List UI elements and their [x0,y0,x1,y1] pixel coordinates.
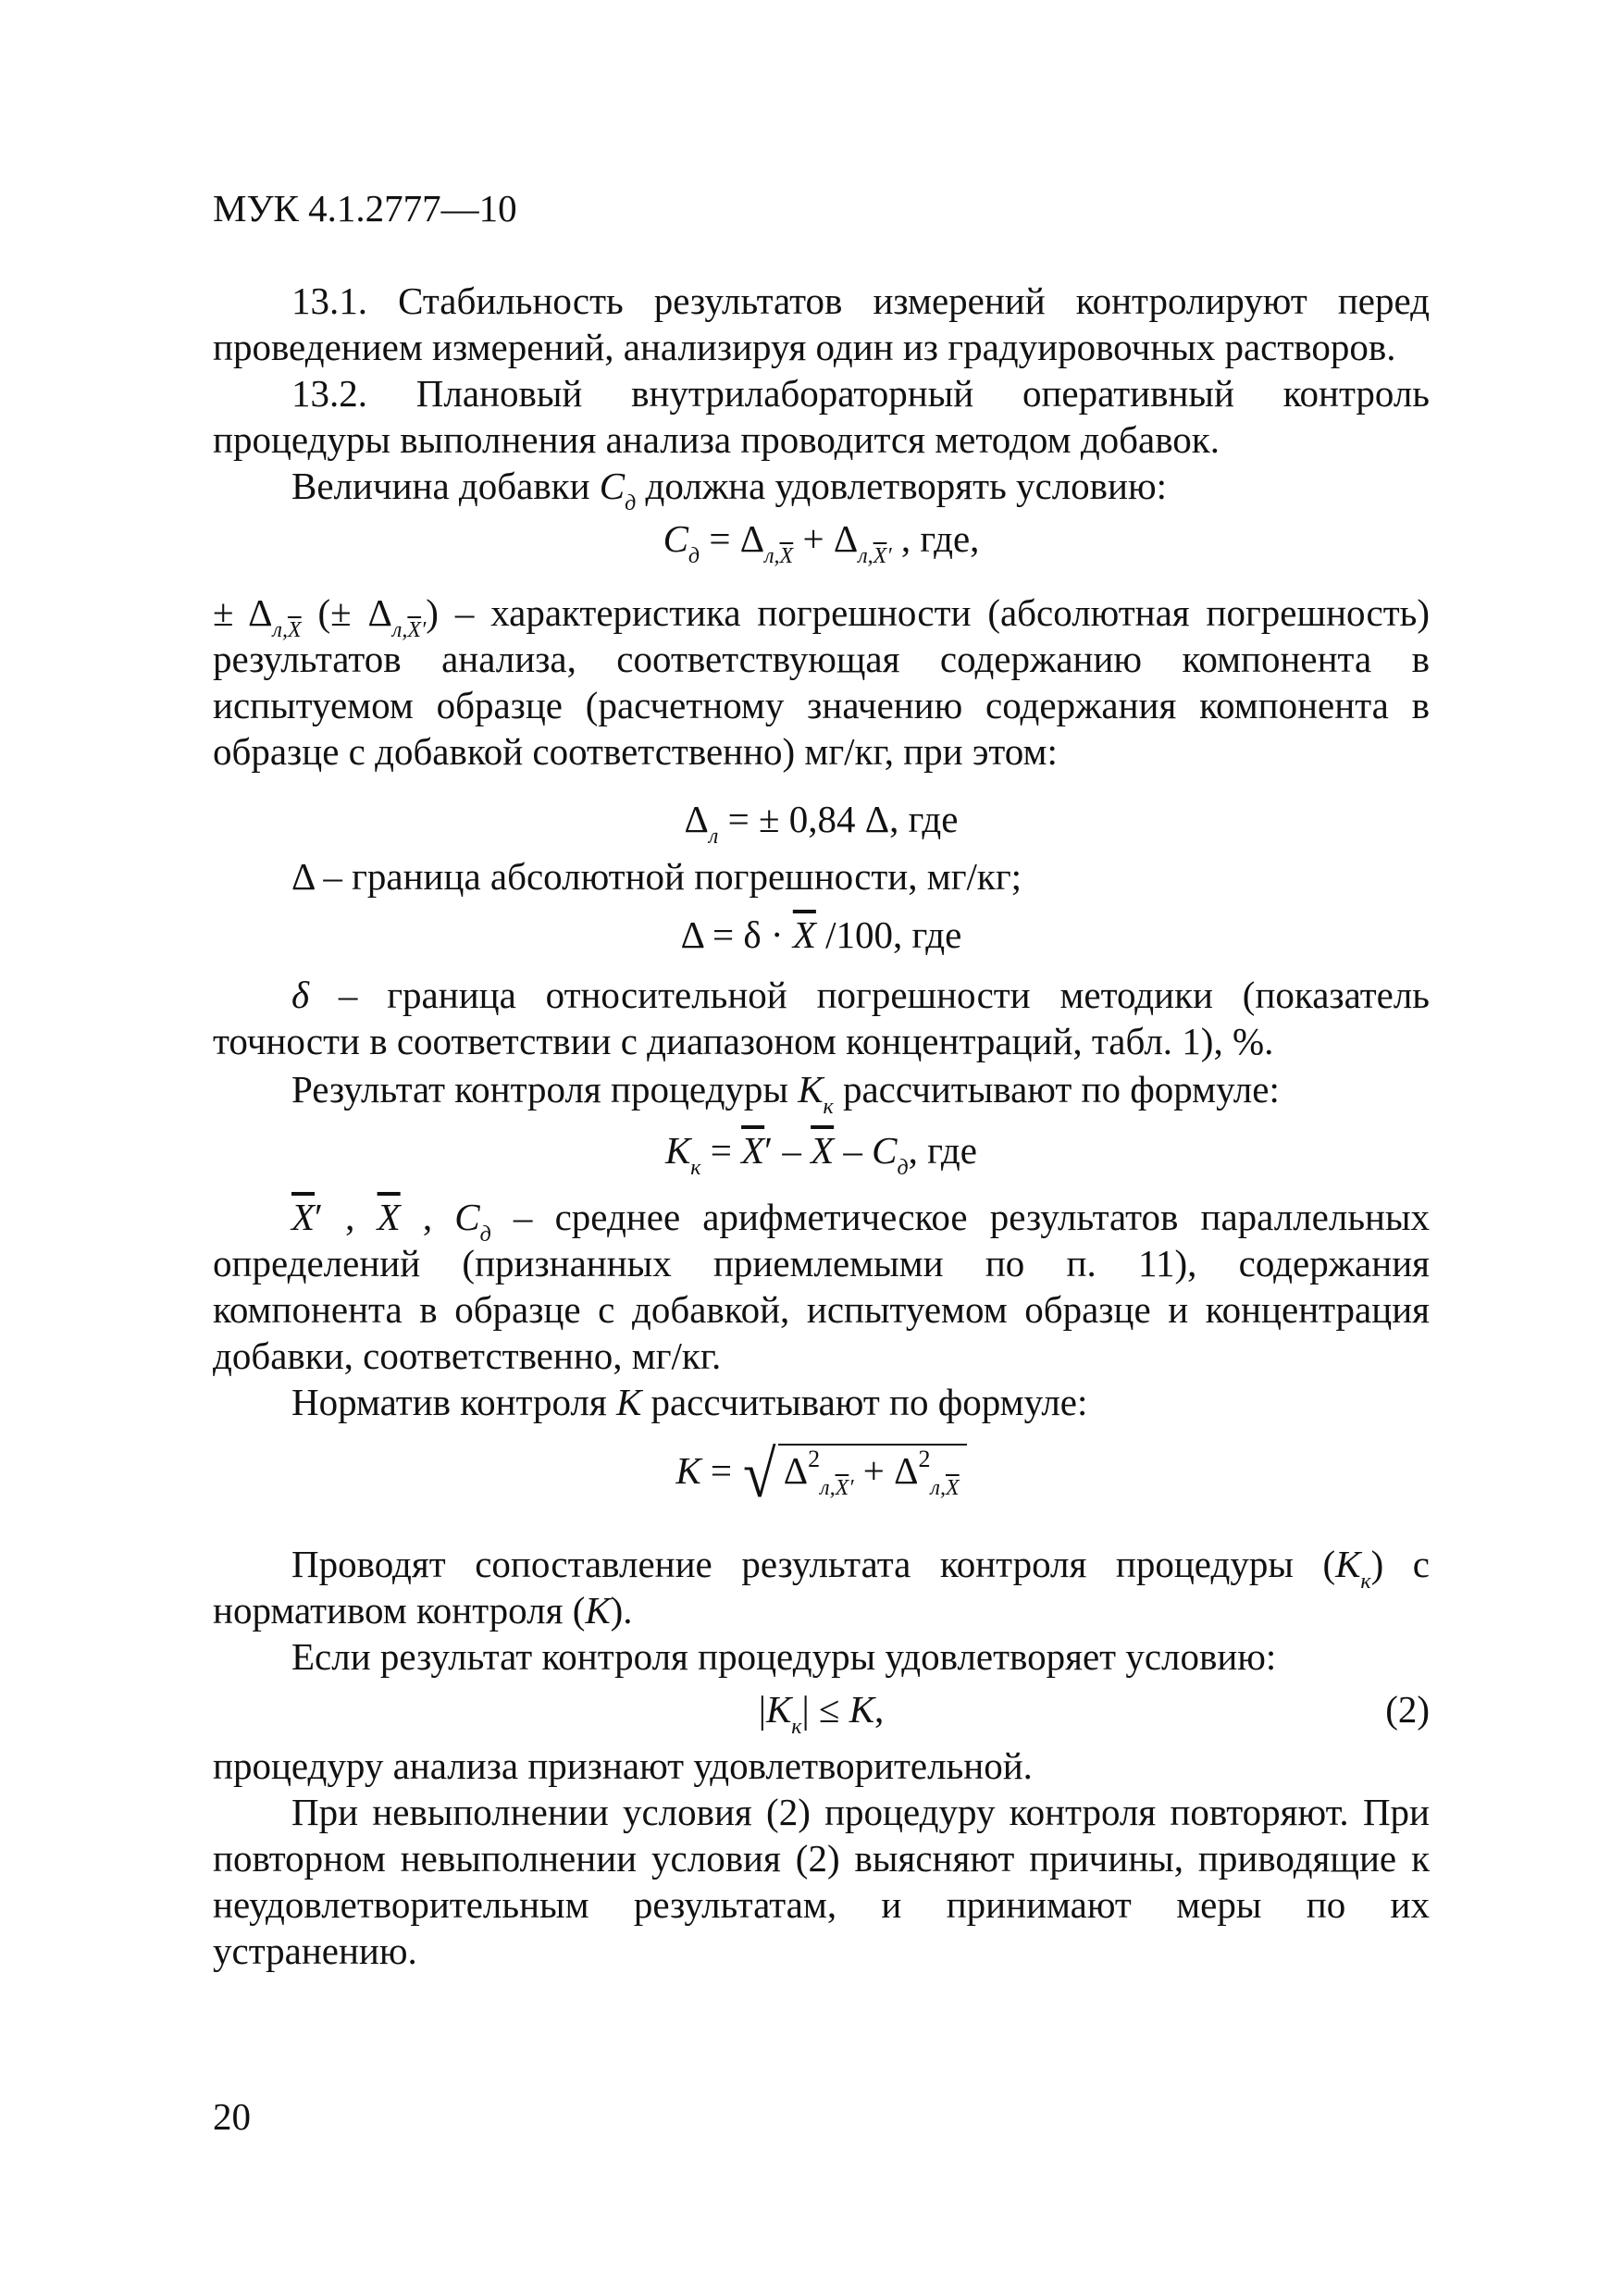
paragraph-addition-value: Величина добавки $С_д$ должна удовлетворять условию: [291,465,1167,515]
formula-control-norm: К = √ $\Delta^2_{л,\overline{X}'} + \Delta^2_{л,\overline{X}}$ [213,1444,1430,1502]
formula-delta-l: $\Delta_л$ = ± 0,84 Δ, где [684,798,959,849]
paragraph-repeat-control: При невыполнении условия (2) процедуру контроля повторяют. При повторном невыполнении условия (2) выясняют причины, приводящие к неудовлетворительным результатам, и принимают меры по их устранению. [213,1791,1430,1972]
formula-addition: $С_д = \Delta_{л,\overline{X}} + \Delta_{л,\overline{X}'}$ , где, [663,517,980,568]
formula-delta: $\Delta = \delta \cdot \overline{X}$ /100, где [680,913,962,956]
paragraph-control-result: Результат контроля процедуры $К_к$ рассчитывают по формуле: [291,1068,1280,1119]
paragraph-condition: Если результат контроля процедуры удовлетворяет условию: [291,1635,1277,1678]
equation-number: (2) [1385,1688,1430,1731]
page-number: 20 [213,2095,251,2138]
paragraph-relative-error: δ – граница относительной погрешности методики (показатель точности в соответствии с диапазоном концентраций, табл. 1), %. [213,974,1430,1062]
paragraph-absolute-error: Δ – граница абсолютной погрешности, мг/кг; [291,855,1022,898]
paragraph-satisfactory: процедуру анализа признают удовлетворительной. [213,1744,1033,1787]
paragraph-error-characteristic: ± $\Delta_{л,\overline{X}}$ (± $\Delta_{л,\overline{X}'}$) – характеристика погрешности (абсолютная погрешность) результатов анализа, соответствующая содержанию компонента в испытуемом образце (расчетному значению содержания компонента в образце с добавкой соответственно) мг/кг, при этом: [213,591,1430,773]
document-header: МУК 4.1.2777—10 [213,187,517,230]
paragraph-comparison: Проводят сопоставление результата контроля процедуры $(К_к)$ с нормативом контроля (К). [213,1543,1430,1632]
paragraph-13-2: 13.2. Плановый внутрилабораторный оперативный контроль процедуры выполнения анализа проводится методом добавок. [213,372,1430,461]
paragraph-control-norm: Норматив контроля К рассчитывают по формуле: [291,1381,1088,1423]
formula-control-result: $К_к = \overline{X}' - \overline{X} - С_д$, где [665,1129,977,1180]
paragraph-arithmetic-mean: $\overline{X}'$ , $\overline{X}$ , $С_д$ – среднее арифметическое результатов параллельных определений (признанных приемлемыми по п. 11), содержания компонента в образце с добавкой, испытуемом образце и концентрация добавки, соответственно, мг/кг. [213,1196,1431,1377]
formula-condition: $|К_к| \le К$, (2) [758,1688,1430,1739]
paragraph-13-1: 13.1. Стабильность результатов измерений контролируют перед проведением измерений, анализируя один из градуировочных растворов. [213,279,1430,368]
